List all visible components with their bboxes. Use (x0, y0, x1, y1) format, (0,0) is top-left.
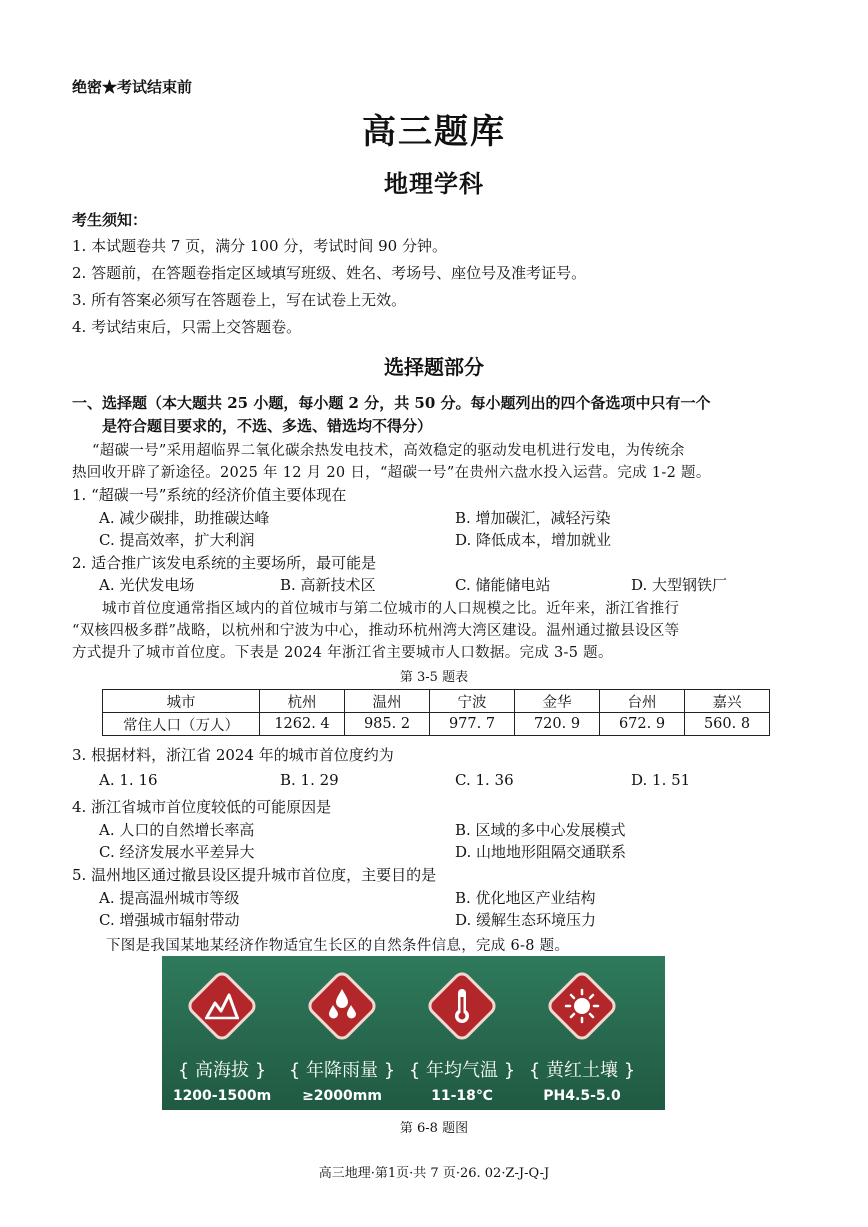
passage-line: 下图是我国某地某经济作物适宜生长区的自然条件信息，完成 6-8 题。 (106, 938, 570, 954)
altitude-label: { 高海拔 } (177, 1060, 267, 1081)
question-1-stem: 1. “超碳一号”系统的经济价值主要体现在 (72, 486, 347, 504)
sun-icon (545, 969, 619, 1043)
question-3-stem: 3. 根据材料，浙江省 2024 年的城市首位度约为 (72, 746, 394, 764)
table-cell: 560. 8 (685, 713, 770, 736)
passage-line: “超碳一号”采用超临界二氧化碳余热发电技术，高效稳定的驱动发电机进行发电，为传统余 (92, 443, 685, 459)
question-2-stem: 2. 适合推广该发电系统的主要场所，最可能是 (72, 554, 377, 572)
option-3a: A. 1. 16 (99, 771, 158, 789)
passage-line: 方式提升了城市首位度。下表是 2024 年浙江省主要城市人口数据。完成 3-5 题。 (72, 645, 613, 661)
option-2a: A. 光伏发电场 (99, 576, 195, 594)
table-header-cell: 台州 (600, 690, 685, 713)
table-cell: 常住人口（万人） (103, 713, 260, 736)
raindrops-icon (305, 969, 379, 1043)
option-1c: C. 提高效率，扩大利润 (99, 531, 255, 549)
notice-item: 1. 本试题卷共 7 页，满分 100 分，考试时间 90 分钟。 (72, 237, 447, 255)
altitude-value: 1200-1500m (172, 1088, 272, 1104)
option-4a: A. 人口的自然增长率高 (99, 821, 255, 839)
option-5c: C. 增强城市辐射带动 (99, 911, 240, 929)
option-5d: D. 缓解生态环境压力 (455, 911, 597, 929)
option-5b: B. 优化地区产业结构 (455, 889, 596, 907)
option-2d: D. 大型钢铁厂 (631, 576, 728, 594)
question-4-stem: 4. 浙江省城市首位度较低的可能原因是 (72, 798, 332, 816)
question-5-stem: 5. 温州地区通过撤县设区提升城市首位度，主要目的是 (72, 866, 437, 884)
secret-label: 绝密★考试结束前 (72, 78, 193, 96)
notice-item: 3. 所有答案必须写在答题卷上，写在试卷上无效。 (72, 291, 407, 309)
option-5a: A. 提高温州城市等级 (99, 889, 240, 907)
table-header-cell: 温州 (345, 690, 430, 713)
passage-line: 热回收开辟了新途径。2025 年 12 月 20 日，“超碳一号”在贵州六盘水投入运营。完成 1-2 题。 (72, 465, 711, 481)
table-cell: 1262. 4 (260, 713, 345, 736)
table-header-cell: 宁波 (430, 690, 515, 713)
option-1a: A. 减少碳排，助推碳达峰 (99, 509, 270, 527)
option-3c: C. 1. 36 (455, 771, 514, 789)
notice-heading: 考生须知： (72, 211, 148, 229)
passage-line: 城市首位度通常指区域内的首位城市与第二位城市的人口规模之比。近年来，浙江省推行 (102, 601, 680, 617)
page-subtitle: 地理学科 (384, 169, 484, 198)
rainfall-value: ≥2000mm (302, 1088, 382, 1104)
part-instruction-cont: 是符合题目要求的，不选、多选、错选均不得分） (102, 417, 433, 435)
option-3d: D. 1. 51 (631, 771, 691, 789)
notice-item: 2. 答题前，在答题卷指定区域填写班级、姓名、考场号、座位号及准考证号。 (72, 264, 587, 282)
table-header-cell: 金华 (515, 690, 600, 713)
table-header-cell: 城市 (103, 690, 260, 713)
table-row (103, 713, 770, 736)
table-cell: 672. 9 (600, 713, 685, 736)
option-1b: B. 增加碳汇，减轻污染 (455, 509, 611, 527)
section-title: 选择题部分 (384, 355, 484, 379)
notice-item: 4. 考试结束后，只需上交答题卷。 (72, 318, 302, 336)
option-4d: D. 山地地形阻隔交通联系 (455, 843, 627, 861)
part-instruction: 一、选择题（本大题共 25 小题，每小题 2 分，共 50 分。每小题列出的四个备选项中只有一个 (72, 394, 711, 412)
growth-conditions-figure (162, 956, 665, 1110)
option-2b: B. 高新技术区 (280, 576, 376, 594)
table-cell: 977. 7 (430, 713, 515, 736)
rainfall-label: { 年降雨量 } (288, 1060, 396, 1081)
option-2c: C. 储能储电站 (455, 576, 551, 594)
soil-label: { 黄红土壤 } (528, 1060, 636, 1081)
table-cell: 985. 2 (345, 713, 430, 736)
table-header-cell: 嘉兴 (685, 690, 770, 713)
option-4b: B. 区域的多中心发展模式 (455, 821, 626, 839)
temperature-value: 11-18℃ (431, 1088, 493, 1104)
page-footer: 高三地理·第1页·共 7 页·26. 02·Z-J-Q-J (318, 1166, 550, 1181)
population-table (102, 689, 770, 736)
thermometer-icon (425, 969, 499, 1043)
option-3b: B. 1. 29 (280, 771, 339, 789)
mountain-chart-icon (185, 969, 259, 1043)
table-header-row (103, 690, 770, 713)
option-4c: C. 经济发展水平差异大 (99, 843, 255, 861)
temperature-label: { 年均气温 } (408, 1060, 516, 1081)
option-1d: D. 降低成本，增加就业 (455, 531, 612, 549)
table-caption: 第 3-5 题表 (399, 670, 469, 685)
table-header-cell: 杭州 (260, 690, 345, 713)
page-title: 高三题库 (362, 112, 506, 152)
figure-caption: 第 6-8 题图 (399, 1121, 469, 1136)
passage-line: “双核四极多群”战略，以杭州和宁波为中心，推动环杭州湾大湾区建设。温州通过撤县设区等 (72, 623, 680, 639)
table-cell: 720. 9 (515, 713, 600, 736)
soil-value: PH4.5-5.0 (543, 1088, 621, 1104)
